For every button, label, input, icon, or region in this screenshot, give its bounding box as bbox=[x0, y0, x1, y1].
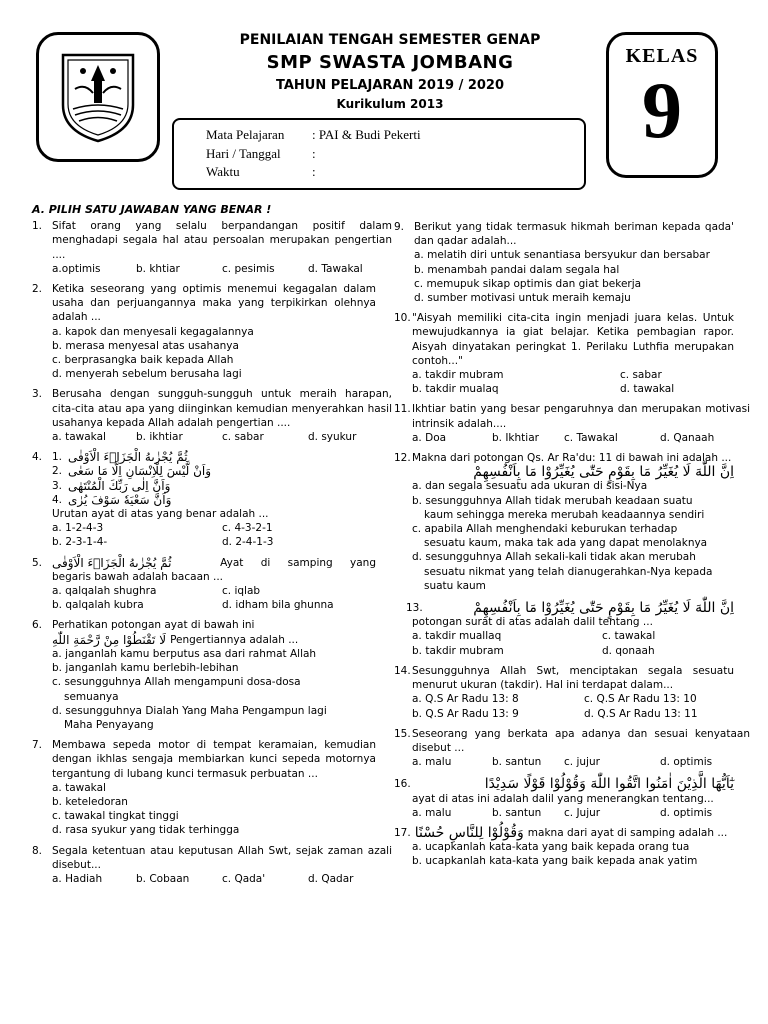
option: b. ikhtiar bbox=[136, 431, 183, 444]
academic-year: TAHUN PELAJARAN 2019 / 2020 bbox=[275, 78, 505, 93]
arabic-verse: وَاَنَّ سَعْيَهٗ سَوْفَ يُرٰى bbox=[68, 492, 172, 507]
question-text: "Aisyah memiliki cita-cita ingin menjadi juara kelas. Untuk mewujudkannya ia giat belajar. Ketika pembagian rapor. Aisyah dinyatakan peringkat 1. Perilaku Luthfia merupakan contoh..." bbox=[412, 312, 734, 367]
option: a. Doa bbox=[412, 431, 447, 444]
question-2 bbox=[32, 282, 376, 381]
option: sesuatu kaum, maka tak ada yang dapat menolaknya bbox=[424, 537, 708, 550]
option: c. jujur bbox=[564, 756, 600, 769]
curriculum-label: Kurikulum 2013 bbox=[336, 97, 444, 111]
option: a.optimis bbox=[52, 262, 101, 275]
question-13 bbox=[394, 601, 734, 615]
option: a. malu bbox=[412, 756, 452, 769]
ayat-number: 2. bbox=[52, 465, 63, 478]
option: d. sesungguhnya Allah sekali-kali tidak akan merubah bbox=[412, 551, 696, 564]
info-value: : bbox=[312, 146, 316, 161]
option: d. rasa syukur yang tidak terhingga bbox=[52, 824, 240, 837]
option: c. Tawakal bbox=[564, 431, 618, 444]
option: b. keteledoran bbox=[52, 795, 128, 808]
option: d. idham bila ghunna bbox=[222, 599, 334, 612]
option: b. qalqalah kubra bbox=[52, 599, 144, 612]
arabic-verse: وَاَنَّ اِلٰى رَبِّكَ الْمُنْتَهٰى bbox=[68, 478, 171, 493]
option: d. Q.S Ar Radu 13: 11 bbox=[584, 707, 698, 720]
question-8 bbox=[32, 844, 392, 887]
question-number: 3. bbox=[32, 388, 43, 401]
info-row-subject bbox=[206, 127, 421, 143]
question-number: 8. bbox=[32, 844, 43, 857]
question-text: Perhatikan potongan ayat di bawah ini bbox=[52, 619, 255, 632]
question-number: 15. bbox=[394, 727, 411, 740]
option: c. 4-3-2-1 bbox=[222, 522, 273, 535]
option: c. Qada' bbox=[222, 872, 266, 885]
option: d. menyerah sebelum berusaha lagi bbox=[52, 368, 242, 381]
info-value: : PAI & Budi Pekerti bbox=[312, 127, 421, 142]
option: b. takdir mubram bbox=[412, 644, 504, 657]
question-text: begaris bawah adalah bacaan ... bbox=[52, 570, 224, 583]
question-text: Sesungguhnya Allah Swt, menciptakan segala sesuatu menurut ukuran (takdir). Hal ini terdapat dalam... bbox=[412, 664, 734, 692]
option: d. tawakal bbox=[620, 383, 675, 396]
question-16 bbox=[394, 777, 734, 791]
option: a. melatih diri untuk senantiasa bersyukur dan bersabar bbox=[414, 249, 710, 262]
question-number: 14. bbox=[394, 664, 411, 677]
question-number: 17. bbox=[394, 826, 411, 839]
option: c. Jujur bbox=[564, 806, 601, 819]
option: c. berprasangka baik kepada Allah bbox=[52, 354, 234, 367]
question-text: Makna dari potongan Qs. Ar Ra'du: 11 di bawah ini adalah ... bbox=[412, 452, 732, 465]
option: d. sesungguhnya Dialah Yang Maha Pengampun lagi bbox=[52, 704, 327, 717]
option: d. Qadar bbox=[308, 872, 354, 885]
question-17 bbox=[394, 826, 734, 869]
option: a. Q.S Ar Radu 13: 8 bbox=[412, 693, 519, 706]
arabic-verse: اِنَّ اللّٰهَ لَا يُغَيِّرُ مَا بِقَوْمٍ حَتّٰى يُغَيِّرُوْا مَا بِاَنْفُسِهِمْ bbox=[473, 464, 734, 481]
question-7 bbox=[32, 738, 376, 837]
option: d. Qanaah bbox=[660, 431, 715, 444]
option: Maha Penyayang bbox=[64, 718, 154, 731]
option: c. sabar bbox=[222, 431, 264, 444]
question-number: 6. bbox=[32, 619, 43, 632]
question-12 bbox=[394, 451, 734, 593]
option: a. tawakal bbox=[52, 431, 106, 444]
option: b. janganlah kamu berlebih-lebihan bbox=[52, 662, 239, 675]
exam-title: PENILAIAN TENGAH SEMESTER GENAP bbox=[239, 32, 541, 48]
option: c. pesimis bbox=[222, 262, 275, 275]
option: a. malu bbox=[412, 806, 452, 819]
option: b. khtiar bbox=[136, 262, 180, 275]
option: semuanya bbox=[64, 690, 119, 703]
question-number: 2. bbox=[32, 283, 43, 296]
question-number: 5. bbox=[32, 556, 43, 569]
option: c. tawakal tingkat tinggi bbox=[52, 810, 179, 823]
question-text: Ikhtiar batin yang besar pengaruhnya dan merupakan motivasi intrinsik adalah.... bbox=[412, 403, 750, 430]
option: a. tawakal bbox=[52, 781, 106, 794]
option: c. apabila Allah menghendaki keburukan terhadap bbox=[412, 523, 678, 536]
question-3 bbox=[32, 387, 392, 444]
ayat-number: 1. bbox=[52, 451, 63, 464]
option: c. sabar bbox=[620, 369, 662, 382]
question-11 bbox=[394, 402, 750, 445]
arabic-verse: وَقُوْلُوْا لِلنَّاسِ حُسْنًا bbox=[414, 824, 524, 841]
option: c. sesungguhnya Allah mengampuni dosa-dosa bbox=[52, 676, 301, 689]
class-label: KELAS bbox=[625, 45, 699, 67]
question-number: 13. bbox=[406, 602, 423, 615]
question-1 bbox=[32, 219, 392, 276]
option: d. 2-4-1-3 bbox=[222, 536, 274, 549]
school-name: SMP SWASTA JOMBANG bbox=[266, 52, 514, 73]
option: d. optimis bbox=[660, 756, 713, 769]
question-text: Berusaha dengan sungguh-sungguh untuk meraih harapan, cita-cita atau apa yang diinginkan kemudian menyerahkan hasil usahanya kepada Allah adalah pengertian .... bbox=[52, 388, 392, 429]
option: b. 2-3-1-4- bbox=[52, 536, 108, 549]
option: b. takdir mualaq bbox=[412, 383, 499, 396]
left-column bbox=[32, 203, 392, 886]
right-column bbox=[394, 220, 750, 869]
question-text: Berikut yang tidak termasuk hikmah beriman kepada qada' dan qadar adalah... bbox=[414, 221, 734, 248]
question-14 bbox=[394, 664, 734, 721]
option: c. tawakal bbox=[602, 630, 656, 643]
option: b. sesungguhnya Allah tidak merubah keadaan suatu bbox=[412, 494, 693, 507]
option: kaum sehingga mereka merubah keadaannya sendiri bbox=[424, 508, 705, 521]
question-5 bbox=[32, 556, 376, 613]
question-text: potongan surat di atas adalah dalil tentang ... bbox=[412, 616, 653, 629]
option: a. takdir muallaq bbox=[412, 630, 502, 643]
option: c. memupuk sikap optimis dan giat bekerja bbox=[414, 277, 642, 290]
option: b. menambah pandai dalam segala hal bbox=[414, 263, 620, 276]
info-value: : bbox=[312, 164, 316, 179]
arabic-verse: اِنَّ اللّٰهَ لَا يُغَيِّرُ مَا بِقَوْمٍ حَتّٰى يُغَيِّرُوْا مَا بِاَنْفُسِهِمْ bbox=[473, 600, 734, 617]
class-box bbox=[606, 32, 718, 178]
ayat-number: 4. bbox=[52, 493, 63, 506]
regency-emblem-icon bbox=[59, 49, 137, 145]
option: a. janganlah kamu berputus asa dari rahmat Allah bbox=[52, 647, 317, 660]
option: d. optimis bbox=[660, 806, 713, 819]
question-text: Sifat orang yang selalu berpandangan positif dalam menghadapi segala hal atau persoalan merupakan pengertian .... bbox=[52, 220, 392, 261]
option: a. qalqalah shughra bbox=[52, 585, 157, 598]
question-text: makna dari ayat di samping adalah ... bbox=[527, 826, 728, 839]
option: b. merasa menyesal atas usahanya bbox=[52, 339, 239, 352]
question-6 bbox=[32, 618, 376, 732]
option: a. dan segala sesuatu ada ukuran di sisi-Nya bbox=[412, 480, 648, 493]
option: b. santun bbox=[492, 806, 542, 819]
question-number: 10. bbox=[394, 312, 411, 325]
ayat-number: 3. bbox=[52, 479, 63, 492]
option: c. Q.S Ar Radu 13: 10 bbox=[584, 693, 697, 706]
question-4 bbox=[32, 450, 376, 507]
option: b. Cobaan bbox=[136, 872, 190, 885]
option: a. kapok dan menyesali kegagalannya bbox=[52, 325, 254, 338]
question-10 bbox=[394, 311, 734, 368]
option: b. santun bbox=[492, 756, 542, 769]
arabic-verse: يٰٓاَيُّهَا الَّذِيْنَ اٰمَنُوا اتَّقُوا اللّٰهَ وَقُوْلُوْا قَوْلًا سَدِيْدًا bbox=[484, 776, 734, 793]
question-number: 1. bbox=[32, 220, 43, 233]
question-text: Seseorang yang berkata apa adanya dan sesuai kenyataan disebut ... bbox=[412, 727, 750, 754]
option: a. Hadiah bbox=[52, 872, 103, 885]
question-number: 11. bbox=[394, 403, 411, 416]
question-9 bbox=[394, 220, 734, 305]
info-row-time bbox=[206, 164, 316, 180]
option: d. syukur bbox=[308, 431, 357, 444]
question-text: Ayat di samping yang bbox=[220, 556, 376, 569]
question-number: 16. bbox=[394, 778, 411, 791]
arabic-verse: ثُمَّ يُجْزٰىهُ الْجَزَاۤءَ الْاَوْفٰى bbox=[52, 555, 172, 570]
option: a. ucapkanlah kata-kata yang baik kepada orang tua bbox=[412, 841, 690, 854]
question-text: Membawa sepeda motor di tempat keramaian, kemudian dengan ikhlas sengaja membiarkan kunci sepeda motornya tergantung di lubang kunci termasuk perbuatan ... bbox=[52, 739, 376, 780]
question-15 bbox=[394, 727, 750, 770]
option: suatu kaum bbox=[424, 579, 486, 592]
option: sesuatu nikmat yang telah dianugerahkan-Nya kepada bbox=[424, 565, 713, 578]
option: d. qonaah bbox=[602, 644, 655, 657]
question-text: Ketika seseorang yang optimis menemui kegagalan dalam usaha dan perjuangannya maka yang terpikirkan olehnya adalah ... bbox=[52, 283, 376, 324]
info-key: Hari / Tanggal bbox=[206, 146, 281, 161]
question-text: Pengertiannya adalah ... bbox=[170, 633, 299, 646]
option: a. takdir mubram bbox=[412, 369, 504, 382]
school-logo-frame bbox=[36, 32, 160, 162]
arabic-verse: وَاَنْ لَّيْسَ لِلْاِنْسَانِ اِلَّا مَا سَعٰى bbox=[68, 464, 212, 479]
question-number: 7. bbox=[32, 739, 43, 752]
option: b. Q.S Ar Radu 13: 9 bbox=[412, 707, 519, 720]
arabic-verse: ثُمَّ يُجْزٰىهُ الْجَزَاۤءَ الْاَوْفٰى bbox=[68, 450, 188, 465]
info-row-date bbox=[206, 146, 316, 162]
option: d. sumber motivasi untuk meraih kemaju bbox=[414, 292, 631, 305]
question-number: 9. bbox=[394, 221, 405, 233]
question-text: Urutan ayat di atas yang benar adalah ... bbox=[52, 508, 269, 521]
option: a. 1-2-4-3 bbox=[52, 522, 104, 535]
option: b. Ikhtiar bbox=[492, 431, 539, 444]
exam-info-box bbox=[172, 118, 586, 190]
option: d. Tawakal bbox=[308, 262, 363, 275]
info-key: Waktu bbox=[206, 164, 240, 179]
question-text: ayat di atas ini adalah dalil yang menerangkan tentang... bbox=[412, 792, 714, 805]
question-text: Segala ketentuan atau keputusan Allah Swt, sejak zaman azali disebut... bbox=[52, 844, 392, 871]
info-key: Mata Pelajaran bbox=[206, 127, 285, 142]
option: c. iqlab bbox=[222, 585, 261, 598]
arabic-verse: لَا تَقْنَطُوْا مِنْ رَّحْمَةِ اللّٰهِ bbox=[52, 632, 167, 647]
class-number: 9 bbox=[642, 67, 682, 155]
section-title: A. PILIH SATU JAWABAN YANG BENAR ! bbox=[32, 203, 272, 216]
question-number: 12. bbox=[394, 452, 411, 465]
question-number: 4. bbox=[32, 451, 43, 464]
option: b. ucapkanlah kata-kata yang baik kepada anak yatim bbox=[412, 855, 698, 868]
